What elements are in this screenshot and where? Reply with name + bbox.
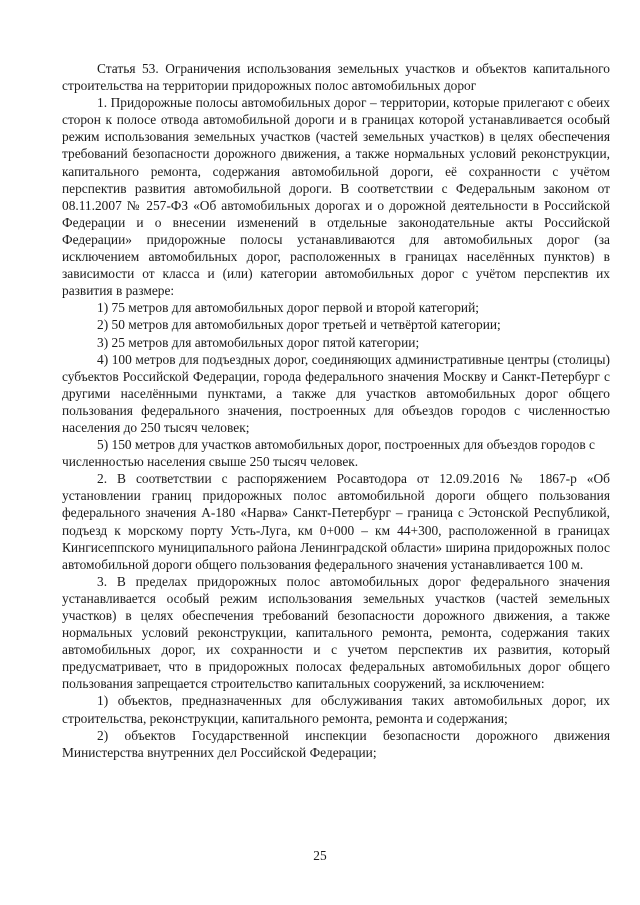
list-item-3: 3) 25 метров для автомобильных дорог пятой категории; xyxy=(97,334,420,350)
paragraph-2: 2. В соответствии с распоряжением Росавтодора от 12.09.2016 № 1867-р «Об установлении границ придорожных полос автомобильной дороги общего пользования федерального значения А-180 «Нарва» Санкт-Петербург – граница с Эстонской Республикой, подъезд к морскому порту Усть-Луга, км 0+000 – км 44+300, расположенной в границах Кингисеппского муниципального района Ленинградской области» ширина придорожных полос автомобильной дороги общего пользования федерального значения устанавливается 100 м. xyxy=(62,471,610,572)
list-item-2: 2) 50 метров для автомобильных дорог третьей и четвёртой категории; xyxy=(97,317,501,333)
exception-item-2: 2) объектов Государственной инспекции безопасности дорожного движения Министерства внутренних дел Российской Федерации; xyxy=(62,727,610,760)
paragraph-3: 3. В пределах придорожных полос автомобильных дорог федерального значения устанавливается особый режим использования земельных участков (частей земельных участков) в целях обеспечения требований безопасности дорожного движения, а также нормальных условий реконструкции, капитального ремонта, ремонта, содержания таких автомобильных дорог, их сохранности и с учетом перспектив их развития, который предусматривает, что в придорожных полосах федеральных автомобильных дорог общего пользования запрещается строительство капитальных сооружений, за исключением: xyxy=(62,573,610,692)
exception-item-1: 1) объектов, предназначенных для обслуживания таких автомобильных дорог, их строительства, реконструкции, капитального ремонта, ремонта и содержания; xyxy=(62,693,610,726)
document-body xyxy=(62,60,610,761)
list-item-4: 4) 100 метров для подъездных дорог, соединяющих административные центры (столицы) субъектов Российской Федерации, города федерального значения Москву и Санкт-Петербург с другими населёнными пунктами, а также для участков автомобильных дорог общего пользования федерального значения, построенных для объездов городов с численностью населения до 250 тысяч человек; xyxy=(62,351,610,435)
article-heading: Статья 53. Ограничения использования земельных участков и объектов капитального строительства на территории придорожных полос автомобильных дорог xyxy=(62,61,610,94)
page-number: 25 xyxy=(313,848,327,863)
list-item-1: 1) 75 метров для автомобильных дорог первой и второй категорий; xyxy=(97,300,479,316)
list-item-5: 5) 150 метров для участков автомобильных дорог, построенных для объездов городов с численностью населения свыше 250 тысяч человек. xyxy=(62,437,595,470)
paragraph-1: 1. Придорожные полосы автомобильных дорог – территории, которые прилегают с обеих сторон к полосе отвода автомобильной дороги и в границах которой устанавливается особый режим использования земельных участков (частей земельных участков) в целях обеспечения требований безопасности дорожного движения, а также нормальных условий реконструкции, капитального ремонта, содержания автомобильной дороги, её сохранности с учётом перспектив развития автомобильной дороги. В соответствии с Федеральным законом от 08.11.2007 № 257-ФЗ «Об автомобильных дорогах и о дорожной деятельности в Российской Федерации и о внесении изменений в отдельные законодательные акты Российской Федерации» придорожные полосы устанавливаются для автомобильных дорог (за исключением автомобильных дорог, расположенных в границах населённых пунктов) в зависимости от класса и (или) категории автомобильных дорог с учётом перспектив их развития в размере: xyxy=(62,95,610,299)
